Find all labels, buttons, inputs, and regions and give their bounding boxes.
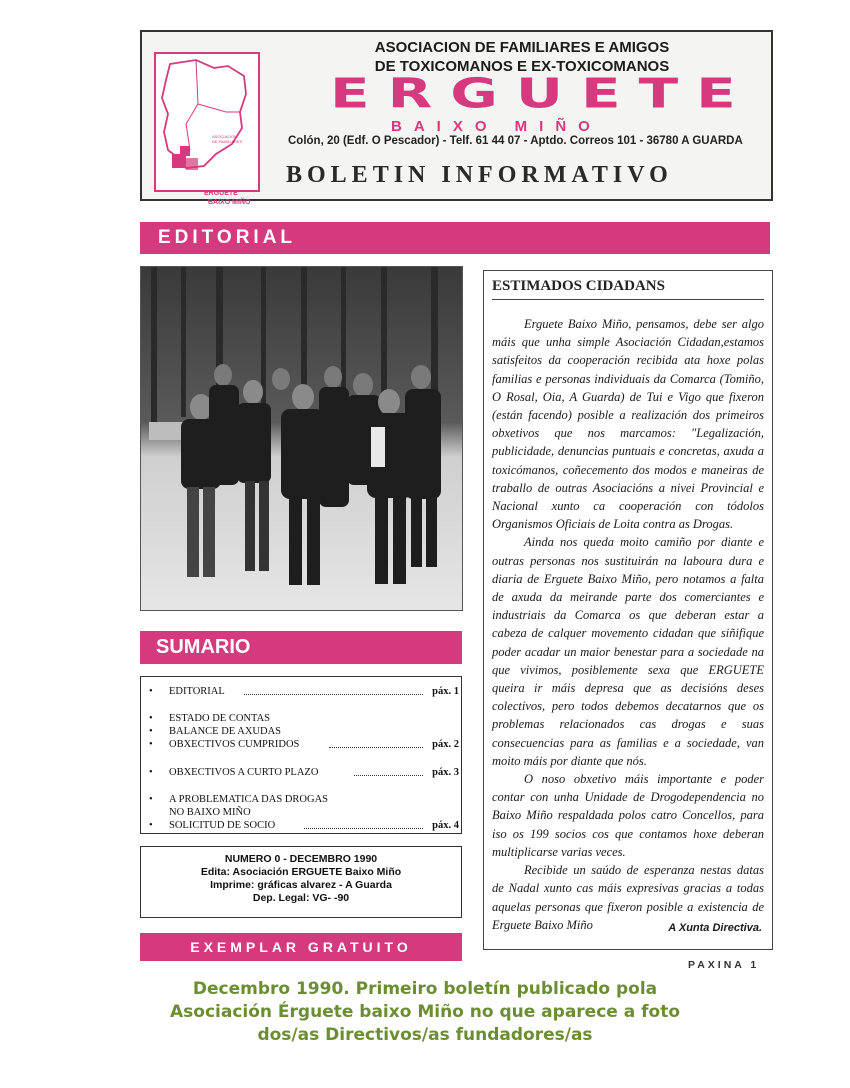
title-divider (492, 299, 764, 300)
logo-text-2: BAIXO MIÑO (208, 199, 251, 206)
article-paragraph: Recibide un saúdo de esperanza nestas datas de Nadal xunto cas máis expresivas gracias a todas aquelas personas que fixeron posible a existencia de Erguete Baixo Miño (492, 863, 764, 932)
association-line-2: DE TOXICOMANOS E EX-TOXICOMANOS (374, 58, 670, 75)
caption-line-2: Asociación Érguete baixo Miño no que aparece a foto (169, 1002, 681, 1022)
article-signature: A Xunta Directiva. (668, 922, 762, 934)
article-paragraph: Ainda nos queda moito camiño por diante e outras personas nos sustituirán na laboura dura e diaria de Erguete Baixo Miño, pero notamos a falta de axuda da meirande parte dos comerciantes e industriais da Comarca os que deberan estar a cabeza de calquer movemento cidadan que siñifique poder acadar un maior benestar para a sociedade na que vivimos, posiblemente sexa que ERGUETE queira ir máis depresa que as decisións deses colectivos, pero todos debemos decatarnos que os problemas relacionados cas drogas e suas consecuencias para as familias e a sociedade, van moito máis por diante que nós. (492, 535, 764, 768)
logo-text-1: ERGUETE (204, 190, 238, 197)
issue-info-box (140, 846, 462, 918)
image-caption (0, 978, 850, 1047)
masthead (140, 30, 773, 206)
brand-title: ERGUETE (330, 69, 754, 118)
group-photo-image (141, 267, 463, 611)
founders-photo (140, 266, 463, 611)
sumario-heading: SUMARIO (140, 631, 462, 664)
bulletin-title: BOLETIN INFORMATIVO (286, 162, 673, 188)
issue-printer: Imprime: gráficas alvarez - A Guarda (210, 879, 392, 891)
brand-subtitle: BAIXO MIÑO (387, 118, 606, 135)
article-paragraph: O noso obxetivo máis importante e poder contar con unha Unidade de Drogodependencia no Baixo Miño respaldada polos catro Concellos, para iso os 199 socios cos que contamos hoxe deberan multiplicarse varias veces. (492, 772, 764, 859)
editorial-article (483, 270, 773, 950)
caption-line-1: Decembro 1990. Primeiro boletín publicado pola (192, 979, 658, 999)
association-logo (154, 52, 260, 206)
svg-text:ASOCIACION: ASOCIACION (212, 134, 238, 139)
free-copy-banner: EXEMPLAR GRATUITO (140, 933, 462, 961)
association-line-1: ASOCIACION DE FAMILIARES E AMIGOS (374, 39, 670, 56)
contact-address: Colón, 20 (Edf. O Pescador) - Telf. 61 44 07 - Aptdo. Correos 101 - 36780 A GUARDA (288, 135, 743, 147)
article-body (492, 315, 764, 934)
map-logo-icon (156, 54, 258, 190)
editorial-heading: EDITORIAL (140, 222, 770, 254)
issue-legal-deposit: Dep. Legal: VG- -90 (252, 892, 350, 904)
article-title: ESTIMADOS CIDADANS (492, 278, 665, 294)
caption-line-3: dos/as Directivos/as fundadores/as (257, 1025, 593, 1045)
article-paragraph: Erguete Baixo Miño, pensamos, debe ser algo máis que unha simple Asociación Cidadan,estamos satisfeitos da cooperación recibida ata hoxe polas familias e personas individuais da Comarca (Tomiño, O Rosal, Oia, A Guarda) de Tui e Vigo que fixeron (están facendo) posible a realización dos primeiros obxetivos que nos marcamos: "Legalización, publicidade, denuncias puntuais e concretas, axuda a toxicómanos, coñecemento dos modos e maneiras de traballo de outras Asociacións a nivei Provincial e Nacional xunto ca cooperación con tódolos Organismos Oficiais de Loita contra as Drogas. (492, 317, 764, 532)
page-number: PAXINA 1 (688, 959, 760, 971)
svg-text:DE FAMILIARES: DE FAMILIARES (212, 139, 243, 144)
issue-number: NUMERO 0 - DECEMBRO 1990 (224, 853, 378, 865)
table-of-contents: • EDITORIAL páx. 1 • ESTADO DE CONTAS • BALANCE DE AXUDAS • OBXECTIVOS CUMPRIDOS páx. 2 • OBXECTIVOS A CURTO PLAZO páx. 3 • A PROBLEMATICA DAS DROGAS NO BAIXO MIÑO • SOLICITUD DE SOCIO páx. 4 (140, 676, 462, 834)
issue-publisher: Edita: Asociación ERGUETE Baixo Miño (200, 866, 402, 878)
